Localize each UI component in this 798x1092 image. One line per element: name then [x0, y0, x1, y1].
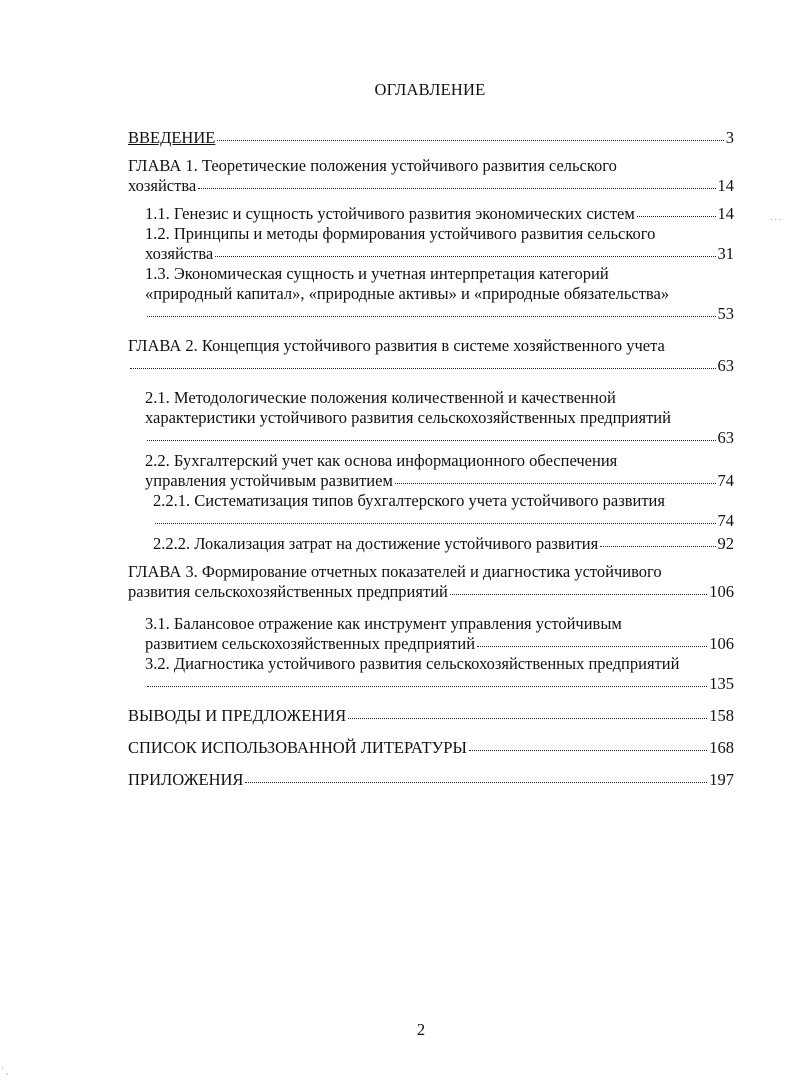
toc-page-number: 168	[709, 738, 734, 757]
toc-entry-label: 2.2.2. Локализация затрат на достижение устойчивого развития	[153, 534, 599, 553]
toc-page-number: 197	[709, 770, 734, 789]
toc-entry-line: 1.3. Экономическая сущность и учетная интерпретация категорий	[145, 264, 609, 283]
dot-leader	[147, 429, 716, 443]
toc-page-number: 3	[725, 128, 734, 147]
toc-page-number: 63	[717, 356, 734, 375]
toc-entry-intro[interactable]	[128, 128, 734, 148]
dot-leader	[215, 245, 715, 259]
toc-entry-section-1-3[interactable]	[145, 264, 734, 324]
toc-entry-label: хозяйства	[145, 244, 214, 263]
toc-entry-label: развития сельскохозяйственных предприятий	[128, 582, 448, 601]
toc-entry-chapter-2[interactable]	[128, 336, 734, 376]
scan-artifact-mark-bottom: ' ,	[2, 1066, 9, 1076]
table-of-contents	[128, 128, 734, 790]
toc-page-number: 63	[717, 428, 734, 447]
toc-page-number: 14	[717, 204, 734, 223]
toc-entry-label: управления устойчивым развитием	[145, 471, 393, 490]
dot-leader	[395, 472, 716, 486]
dot-leader	[130, 357, 716, 371]
toc-entry-line: «природный капитал», «природные активы» и «природные обязательства»	[145, 284, 670, 303]
toc-entry-line: характеристики устойчивого развития сельскохозяйственных предприятий	[145, 408, 671, 427]
dot-leader	[147, 305, 716, 319]
toc-entry-references[interactable]	[128, 738, 734, 758]
toc-entry-conclusions[interactable]	[128, 706, 734, 726]
toc-entry-line: 2.2. Бухгалтерский учет как основа информационного обеспечения	[145, 451, 618, 470]
dot-leader	[147, 675, 707, 689]
dot-leader	[348, 707, 707, 721]
toc-entry-section-2-2-1[interactable]	[153, 491, 734, 531]
toc-entry-line: 2.2.1. Систематизация типов бухгалтерского учета устойчивого развития	[153, 491, 665, 510]
toc-page-number: 31	[717, 244, 734, 263]
toc-entry-section-1-1[interactable]	[145, 204, 734, 224]
toc-page-number: 106	[709, 582, 734, 601]
dot-leader	[155, 512, 716, 526]
toc-entry-line: 2.1. Методологические положения количественной и качественной	[145, 388, 616, 407]
toc-page-number: 135	[709, 674, 734, 693]
toc-entry-line: ГЛАВА 2. Концепция устойчивого развития в системе хозяйственного учета	[128, 336, 665, 355]
toc-entry-label: хозяйства	[128, 176, 197, 195]
dot-leader	[450, 583, 707, 597]
toc-page-number: 92	[717, 534, 734, 553]
toc-entry-chapter-3[interactable]	[128, 562, 734, 602]
toc-page-number: 158	[709, 706, 734, 725]
dot-leader	[198, 177, 715, 191]
toc-entry-section-3-2[interactable]	[145, 654, 734, 694]
toc-entry-section-2-1[interactable]	[145, 388, 734, 448]
toc-entry-appendices[interactable]	[128, 770, 734, 790]
scan-artifact-mark: . . .	[770, 212, 782, 222]
dot-leader	[245, 771, 707, 785]
toc-entry-line: ГЛАВА 1. Теоретические положения устойчивого развития сельского	[128, 156, 617, 175]
dot-leader	[477, 635, 707, 649]
dot-leader	[637, 205, 716, 219]
page-title: ОГЛАВЛЕНИЕ	[374, 80, 486, 99]
toc-entry-section-2-2[interactable]	[145, 451, 734, 491]
dot-leader	[217, 129, 723, 143]
toc-entry-label: 1.1. Генезис и сущность устойчивого развития экономических систем	[145, 204, 635, 223]
toc-entry-line: 1.2. Принципы и методы формирования устойчивого развития сельского	[145, 224, 656, 243]
toc-entry-section-3-1[interactable]	[145, 614, 734, 654]
toc-page-number: 53	[717, 304, 734, 323]
toc-entry-line: 3.2. Диагностика устойчивого развития сельскохозяйственных предприятий	[145, 654, 680, 673]
dot-leader	[469, 739, 707, 753]
toc-entry-label: развитием сельскохозяйственных предприятий	[145, 634, 476, 653]
toc-entry-chapter-1[interactable]	[128, 156, 734, 196]
toc-entry-line: ГЛАВА 3. Формирование отчетных показателей и диагностика устойчивого	[128, 562, 662, 581]
page-number: 2	[416, 1020, 426, 1039]
toc-entry-label: СПИСОК ИСПОЛЬЗОВАННОЙ ЛИТЕРАТУРЫ	[128, 738, 467, 757]
toc-entry-section-1-2[interactable]	[145, 224, 734, 264]
toc-page-number: 74	[717, 511, 734, 530]
toc-entry-label: ВВЕДЕНИЕ	[128, 128, 216, 147]
toc-page-number: 106	[709, 634, 734, 653]
toc-page-number: 14	[717, 176, 734, 195]
dot-leader	[600, 535, 715, 549]
toc-page-number: 74	[717, 471, 734, 490]
toc-entry-label: ВЫВОДЫ И ПРЕДЛОЖЕНИЯ	[128, 706, 347, 725]
toc-entry-line: 3.1. Балансовое отражение как инструмент управления устойчивым	[145, 614, 622, 633]
toc-entry-label: ПРИЛОЖЕНИЯ	[128, 770, 244, 789]
toc-entry-section-2-2-2[interactable]	[153, 534, 734, 554]
